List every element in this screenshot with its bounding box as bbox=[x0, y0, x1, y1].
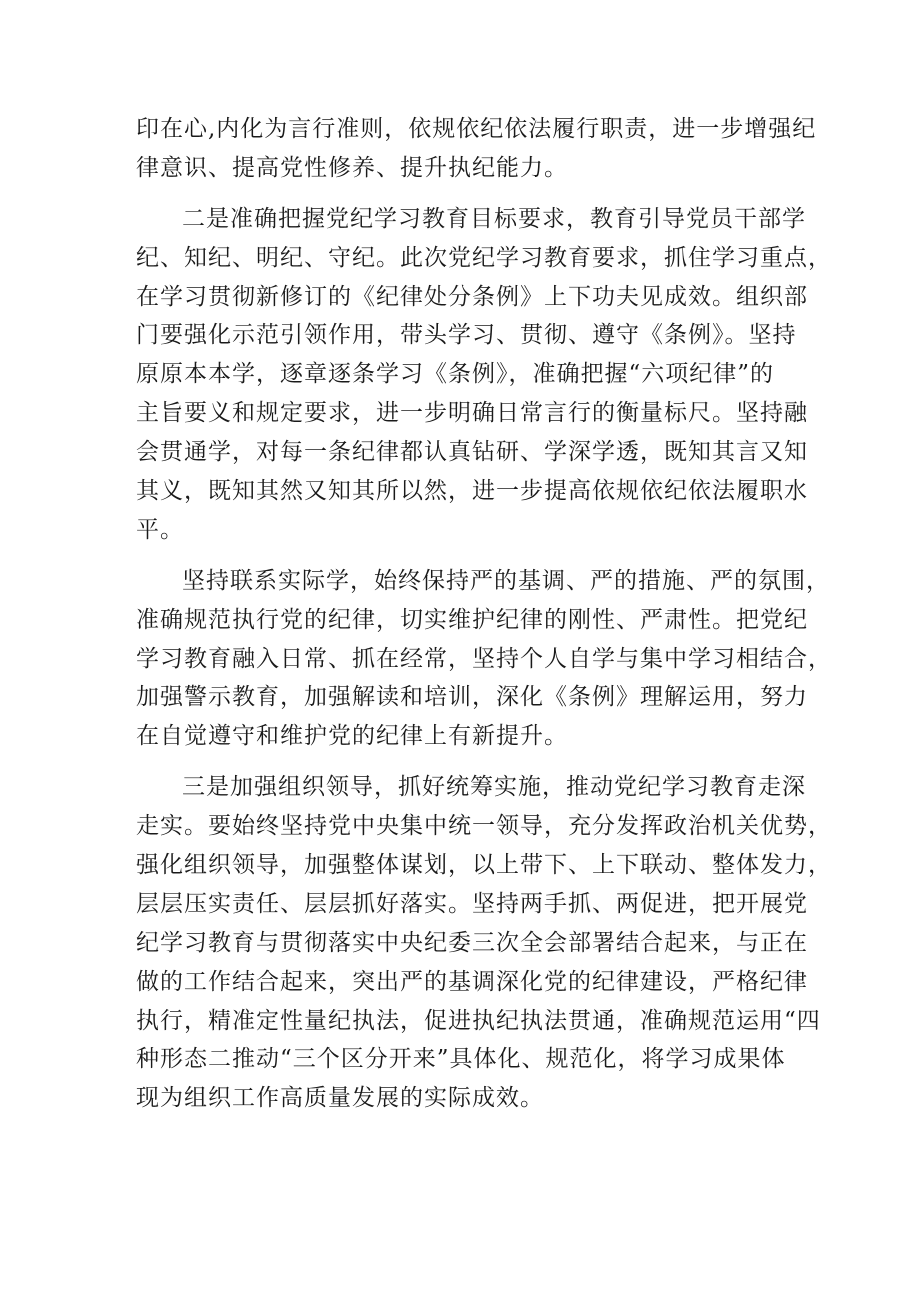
text-line: 坚持联系实际学，始终保持严的基调、严的措施、严的氛围， bbox=[182, 567, 830, 594]
text-line: 强化组织领导，加强整体谋划，以上带下、上下联动、整体发力， bbox=[136, 852, 832, 879]
text-line: 门要强化示范引领作用，带头学习、贯彻、遵守《条例》。坚持 bbox=[136, 322, 797, 349]
text-line: 会贯通学，对每一条纪律都认真钻研、学深学透，既知其言又知 bbox=[136, 439, 808, 466]
text-line: 准确规范执行党的纪律，切实维护纪律的刚性、严肃性。把党纪 bbox=[136, 606, 808, 633]
text-line: 走实。要始终坚持党中央集中统一领导，充分发挥政治机关优势， bbox=[136, 813, 832, 840]
paragraph-p1 bbox=[136, 110, 817, 188]
paragraph-p2 bbox=[136, 200, 832, 550]
text-line: 原原本本学，逐章逐条学习《条例》，准确把握“六项纪律”的 bbox=[136, 361, 775, 388]
text-line: 执行，精准定性量纪执法，促进执纪执法贯通，准确规范运用“四 bbox=[136, 1007, 821, 1034]
text-line: 其义，既知其然又知其所以然，进一步提高依规依纪依法履职水 bbox=[136, 478, 808, 505]
text-line: 在学习贯彻新修订的《纪律处分条例》上下功夫见成效。组织部 bbox=[136, 283, 808, 310]
text-line: 层层压实责任、层层抓好落实。坚持两手抓、两促进，把开展党 bbox=[136, 890, 808, 917]
text-line: 律意识、提高党性修养、提升执纪能力。 bbox=[136, 154, 568, 181]
text-line: 二是准确把握党纪学习教育目标要求，教育引导党员干部学 bbox=[182, 205, 806, 232]
text-line: 三是加强组织领导，抓好统筹实施，推动党纪学习教育走深 bbox=[182, 774, 806, 801]
document-body bbox=[136, 110, 832, 1118]
paragraph-gap bbox=[136, 756, 796, 768]
text-line: 学习教育融入日常、抓在经常，坚持个人自学与集中学习相结合， bbox=[136, 645, 832, 672]
text-line: 纪学习教育与贯彻落实中央纪委三次全会部署结合起来，与正在 bbox=[136, 929, 808, 956]
paragraph-p4 bbox=[136, 768, 832, 1118]
paragraph-p3 bbox=[136, 562, 832, 756]
text-line: 在自觉遵守和维护党的纪律上有新提升。 bbox=[136, 723, 568, 750]
paragraph-gap bbox=[136, 188, 796, 200]
text-line: 现为组织工作高质量发展的实际成效。 bbox=[136, 1085, 544, 1112]
text-line: 印在心,内化为言行准则，依规依纪依法履行职责，进一步增强纪 bbox=[136, 116, 817, 142]
text-line: 平。 bbox=[136, 516, 184, 543]
text-line: 种形态二推动“三个区分开来”具体化、规范化，将学习成果体 bbox=[136, 1046, 786, 1073]
text-line: 做的工作结合起来，突出严的基调深化党的纪律建设，严格纪律 bbox=[136, 968, 808, 995]
text-line: 加强警示教育，加强解读和培训，深化《条例》理解运用，努力 bbox=[136, 684, 808, 711]
text-line: 主旨要义和规定要求，进一步明确日常言行的衡量标尺。坚持融 bbox=[136, 400, 808, 427]
text-line: 纪、知纪、明纪、守纪。此次党纪学习教育要求，抓住学习重点， bbox=[136, 244, 832, 271]
paragraph-gap bbox=[136, 550, 796, 562]
